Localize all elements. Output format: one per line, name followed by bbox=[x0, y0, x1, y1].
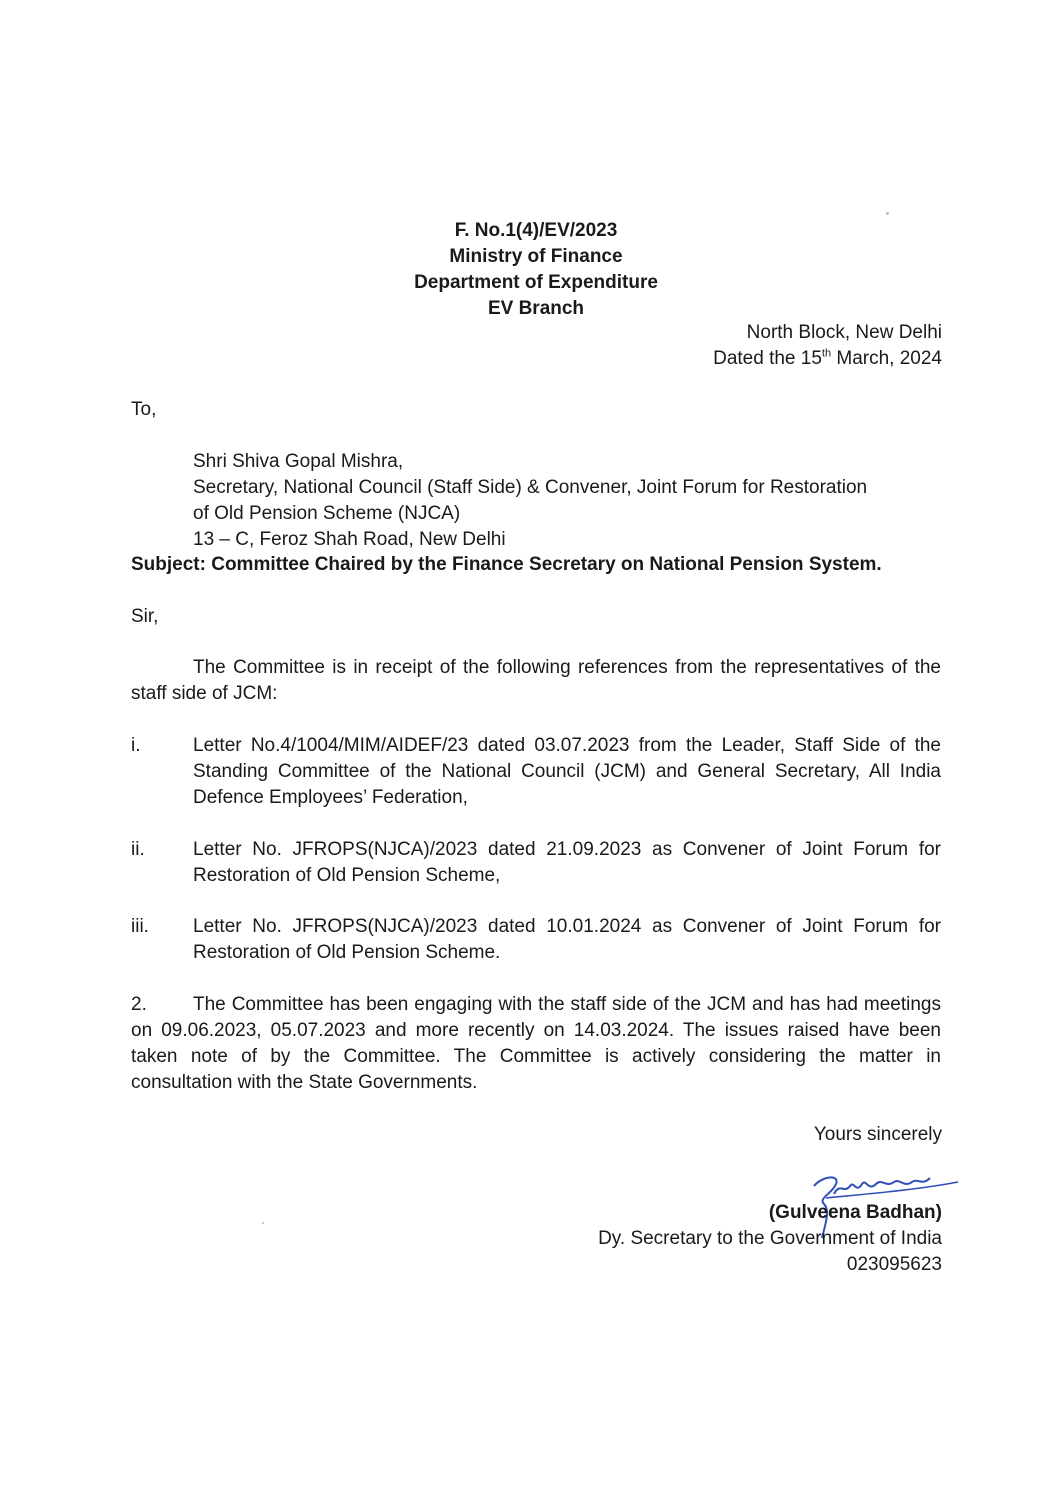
file-number: F. No.1(4)/EV/2023 bbox=[454, 220, 618, 241]
date-suffix: March, 2024 bbox=[831, 348, 942, 369]
scan-speck bbox=[886, 212, 889, 215]
reference-number: ii. bbox=[131, 839, 145, 860]
salutation: Sir, bbox=[131, 606, 159, 627]
date-prefix: Dated the 15 bbox=[713, 348, 822, 369]
recipient-designation-2: of Old Pension Scheme (NJCA) bbox=[193, 503, 461, 524]
reference-text: Letter No.4/1004/MIM/AIDEF/23 dated 03.07.2023 from the Leader, Staff Side of the Standing Committee of the National Council (JCM) and General Secretary, All India Defence Employees’ Federation, bbox=[193, 735, 941, 808]
reference-text: Letter No. JFROPS(NJCA)/2023 dated 10.01.2024 as Convener of Joint Forum for Restoration of Old Pension Scheme. bbox=[193, 916, 941, 963]
signatory-phone: 023095623 bbox=[846, 1254, 942, 1275]
paragraph-2 bbox=[131, 992, 941, 1096]
signatory-name: (Gulveena Badhan) bbox=[768, 1202, 942, 1223]
recipient-address bbox=[193, 449, 953, 553]
reference-text: Letter No. JFROPS(NJCA)/2023 dated 21.09.2023 as Convener of Joint Forum for Restoration of Old Pension Scheme, bbox=[193, 839, 941, 886]
closing-sincerely: Yours sincerely bbox=[813, 1124, 942, 1145]
place-and-date bbox=[560, 320, 942, 372]
paragraph-1-text: The Committee is in receipt of the following references from the representatives of the staff side of JCM: bbox=[131, 657, 941, 704]
paragraph-2-text: The Committee has been engaging with the staff side of the JCM and has had meetings on 09.06.2023, 05.07.2023 and more recently on 14.03.2024. The issues raised have been taken note of by the Committee. The Committee is actively considering the matter in consultation with the State Governments. bbox=[131, 994, 941, 1093]
recipient-street: 13 – C, Feroz Shah Road, New Delhi bbox=[193, 529, 506, 550]
recipient-designation-1: Secretary, National Council (Staff Side) & Convener, Joint Forum for Restoration bbox=[193, 477, 868, 498]
reference-number: iii. bbox=[131, 916, 149, 937]
subject-line: Subject: Committee Chaired by the Finance Secretary on National Pension System. bbox=[131, 554, 882, 575]
scan-speck bbox=[262, 1222, 264, 1224]
date bbox=[560, 346, 942, 372]
department-name: Department of Expenditure bbox=[414, 272, 658, 293]
signatory-designation: Dy. Secretary to the Government of India bbox=[598, 1228, 942, 1249]
paragraph-2-number: 2. bbox=[131, 994, 147, 1015]
ministry-name: Ministry of Finance bbox=[449, 246, 623, 267]
to-label: To, bbox=[131, 399, 157, 420]
reference-number: i. bbox=[131, 735, 141, 756]
recipient-name: Shri Shiva Gopal Mishra, bbox=[193, 451, 404, 472]
date-ordinal: th bbox=[821, 347, 832, 360]
letter-header bbox=[300, 218, 772, 322]
location: North Block, New Delhi bbox=[746, 322, 942, 343]
paragraph-1 bbox=[131, 655, 941, 707]
branch-name: EV Branch bbox=[487, 298, 585, 319]
